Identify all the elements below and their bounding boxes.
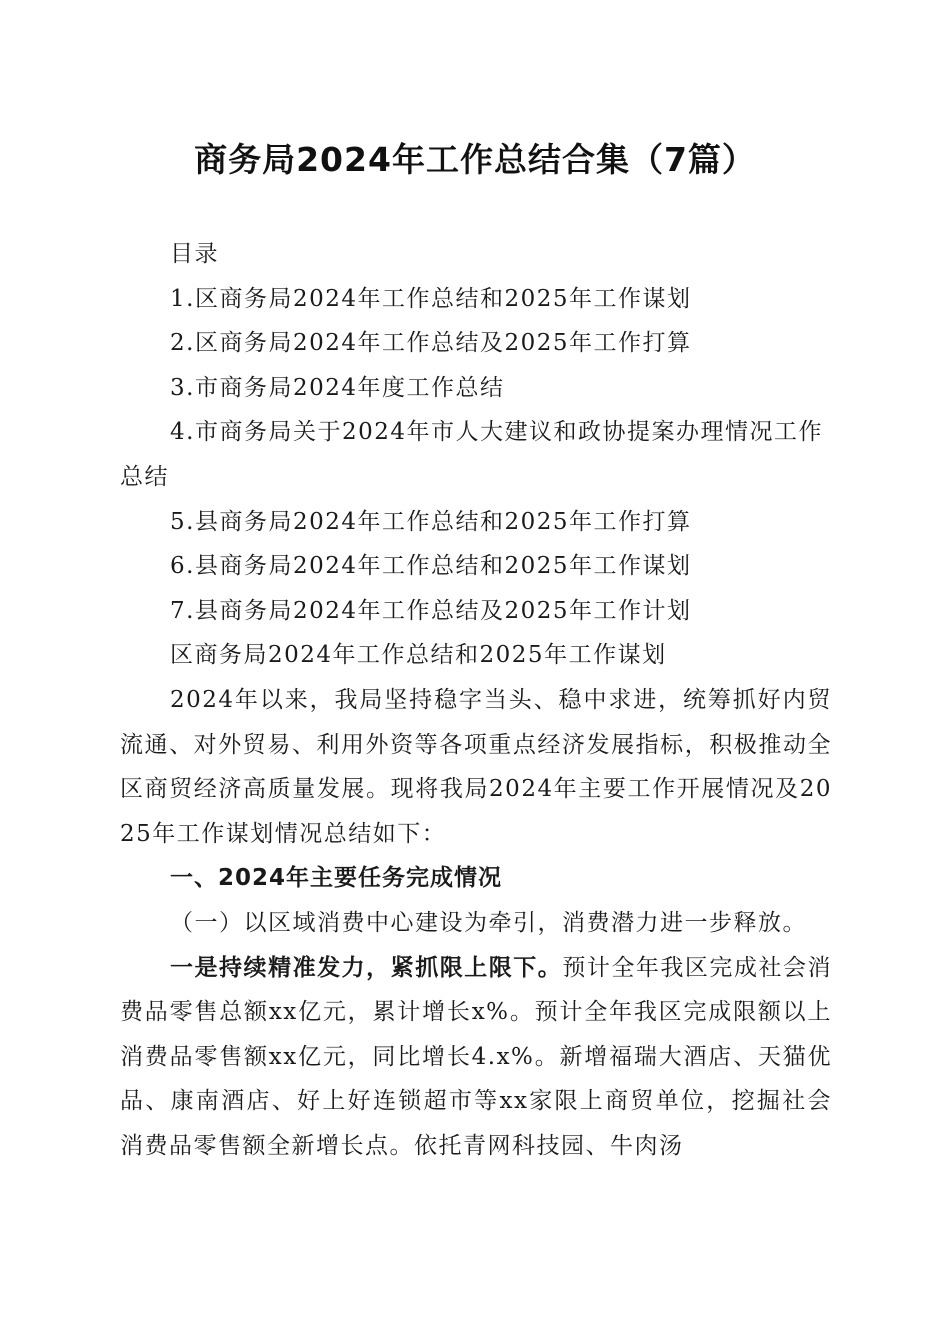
document-title: 商务局2024年工作总结合集（7篇） bbox=[194, 140, 756, 179]
toc-item-6: 6.县商务局2024年工作总结和2025年工作谋划 bbox=[170, 553, 692, 580]
document-body bbox=[120, 232, 832, 1168]
toc-item-3: 3.市商务局2024年度工作总结 bbox=[170, 374, 505, 401]
toc-item-2: 2.区商务局2024年工作总结及2025年工作打算 bbox=[170, 330, 692, 357]
section-title: 区商务局2024年工作总结和2025年工作谋划 bbox=[170, 642, 667, 669]
paragraph-1 bbox=[120, 946, 832, 1169]
toc-item-5: 5.县商务局2024年工作总结和2025年工作打算 bbox=[170, 508, 692, 535]
paragraph-1-lead: 一是持续精准发力，紧抓限上限下。 bbox=[170, 954, 563, 981]
toc-item-1: 1.区商务局2024年工作总结和2025年工作谋划 bbox=[170, 285, 692, 312]
heading-1: 一、2024年主要任务完成情况 bbox=[170, 865, 503, 892]
paragraph-1-body: 预计全年我区完成社会消费品零售总额xx亿元，累计增长x%。预计全年我区完成限额以上消费品零售额xx亿元，同比增长4.x%。新增福瑞大酒店、天猫优品、康南酒店、好上好连锁超市等xx家限上商贸单位，挖掘社会消费品零售额全新增长点。依托青网科技园、牛肉汤 bbox=[120, 954, 833, 1159]
toc-item-7: 7.县商务局2024年工作总结及2025年工作计划 bbox=[170, 597, 692, 624]
toc-item-4: 4.市商务局关于2024年市人大建议和政协提案办理情况工作总结 bbox=[120, 419, 823, 490]
subheading-1: （一）以区域消费中心建设为牵引，消费潜力进一步释放。 bbox=[170, 909, 807, 936]
intro-paragraph: 2024年以来，我局坚持稳字当头、稳中求进，统筹抓好内贸流通、对外贸易、利用外资等各项重点经济发展指标，积极推动全区商贸经济高质量发展。现将我局2024年主要工作开展情况及2025年工作谋划情况总结如下： bbox=[120, 686, 832, 847]
toc-label: 目录 bbox=[170, 241, 219, 267]
